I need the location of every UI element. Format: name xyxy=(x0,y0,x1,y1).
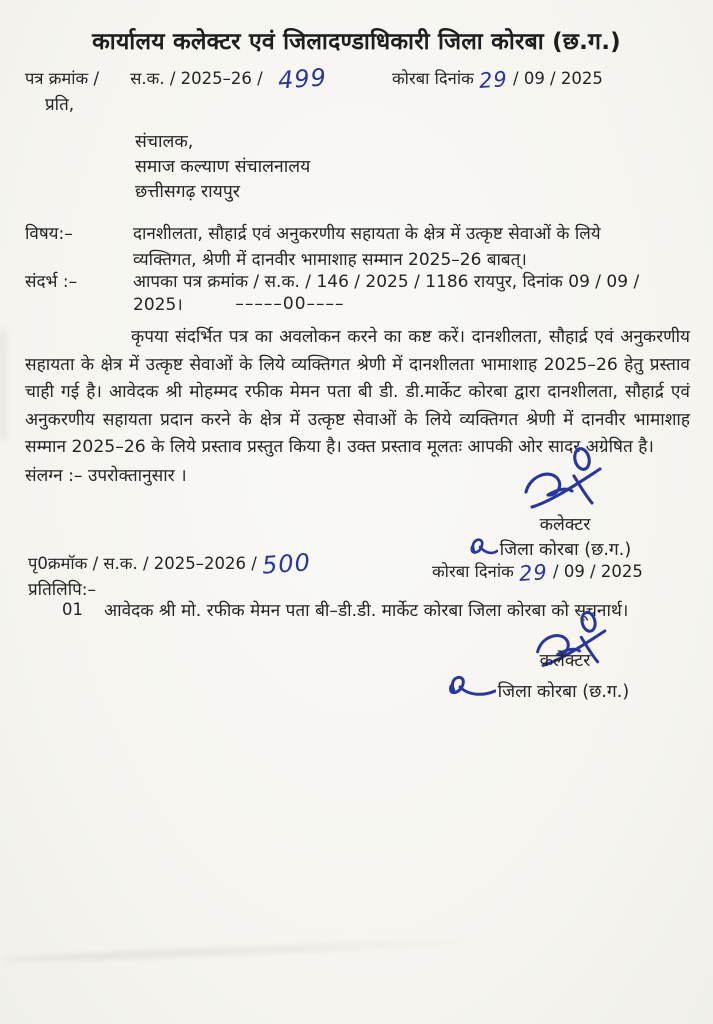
letter-number-handwritten: 499 xyxy=(277,63,328,95)
letter-number-prefix: पत्र क्रमांक / xyxy=(25,69,100,88)
addressee-line-2: समाज कल्याण संचालनालय xyxy=(135,157,311,177)
pen-scribble-icon xyxy=(438,673,496,703)
office-title: कार्यालय कलेक्टर एवं जिलादण्डाधिकारी जिला कोरबा (छ.ग.) xyxy=(92,29,621,55)
signature1-date-rest: / 09 / 2025 xyxy=(553,562,643,581)
pen-initial-icon xyxy=(462,535,498,561)
signature1-date-line xyxy=(432,559,643,584)
addressee-line-1: संचालक, xyxy=(135,132,194,152)
signature1-district: जिला कोरबा (छ.ग.) xyxy=(499,540,632,560)
subject-label: विषय:– xyxy=(25,224,73,244)
letter-number-line xyxy=(25,63,328,95)
place-date-label: कोरबा दिनांक xyxy=(392,69,474,88)
copies-label: प्रतिलिपि:– xyxy=(28,580,96,600)
copy-item-text: आवेदक श्री मो. रफीक मेमन पता बी–डी.डी. मार्केट कोरबा जिला कोरबा को सूचनार्थ। xyxy=(104,601,629,621)
date-day-handwritten: 29 xyxy=(478,67,509,93)
copy-item-number: 01 xyxy=(62,600,83,619)
scan-crease-artifact xyxy=(4,937,494,965)
reference-label: संदर्भ :– xyxy=(25,272,78,292)
scan-edge-artifact xyxy=(0,330,6,440)
place-date-line xyxy=(392,66,603,91)
salutation: प्रति, xyxy=(45,95,75,115)
addressee-block xyxy=(135,130,310,205)
date-rest: / 09 / 2025 xyxy=(513,69,603,88)
collector-signature-icon xyxy=(516,446,616,512)
subject-text: दानशीलता, सौहार्द्र एवं अनुकरणीय सहायता के क्षेत्र में उत्कृष्ट सेवाओं के लिये व्यक्तिगत, श्रेणी में दानवीर भामाशाह सम्मान 2025–26 बाबत्। xyxy=(133,224,601,270)
letter-number-series: स.क. / 2025–26 / xyxy=(130,69,263,88)
endorsement-number-line xyxy=(28,548,312,580)
signature2-district: जिला कोरबा (छ.ग.) xyxy=(497,682,630,702)
signature1-designation: कलेक्टर xyxy=(539,515,591,535)
addressee-line-3: छत्तीसगढ़ रायपुर xyxy=(135,182,240,202)
body-paragraph: कृपया संदर्भित पत्र का अवलोकन करने का कष्ट करें। दानशीलता, सौहार्द्र एवं अनुकरणीय सहायता के क्षेत्र में उत्कृष्ट सेवाओं के लिये व्यक्तिगत श्रेणी में दानशीलता भामाशाह 2025–26 हेतु प्रस्ताव चाही गई है। आवेदक श्री मोहम्मद रफीक मेमन पता बी डी. डी.मार्केट कोरबा द्वारा दानशीलता, सौहार्द्र एवं अनुकरणीय सहायता प्रदान करने के क्षेत्र में उत्कृष्ट सेवाओं के लिये व्यक्तिगत श्रेणी में दानवीर भामाशाह सम्मान 2025–26 के लिये प्रस्ताव प्रस्तुत किया है। उक्त प्रस्ताव मूलतः आपकी ओर सादर अग्रेषित है। xyxy=(25,327,690,457)
endorsement-number-handwritten: 500 xyxy=(261,548,312,580)
signature1-district-line xyxy=(462,535,631,561)
endorsement-number-prefix: पृ0क्रमॉक / स.क. / 2025–2026 / xyxy=(28,554,257,573)
signature2-district-line xyxy=(438,673,629,703)
enclosure-line: संलग्न :– उपरोक्तानुसार । xyxy=(25,465,187,486)
reference-text: आपका पत्र क्रमांक / स.क. / 146 / 2025 / 1186 रायपुर, दिनांक 09 / 09 / 2025। xyxy=(133,272,640,315)
signature1-date-day-handwritten: 29 xyxy=(518,560,549,586)
section-separator: –––––00–––– xyxy=(235,294,345,314)
signature1-date-label: कोरबा दिनांक xyxy=(432,562,514,581)
signature2-designation: कलेक्टर xyxy=(539,651,591,671)
